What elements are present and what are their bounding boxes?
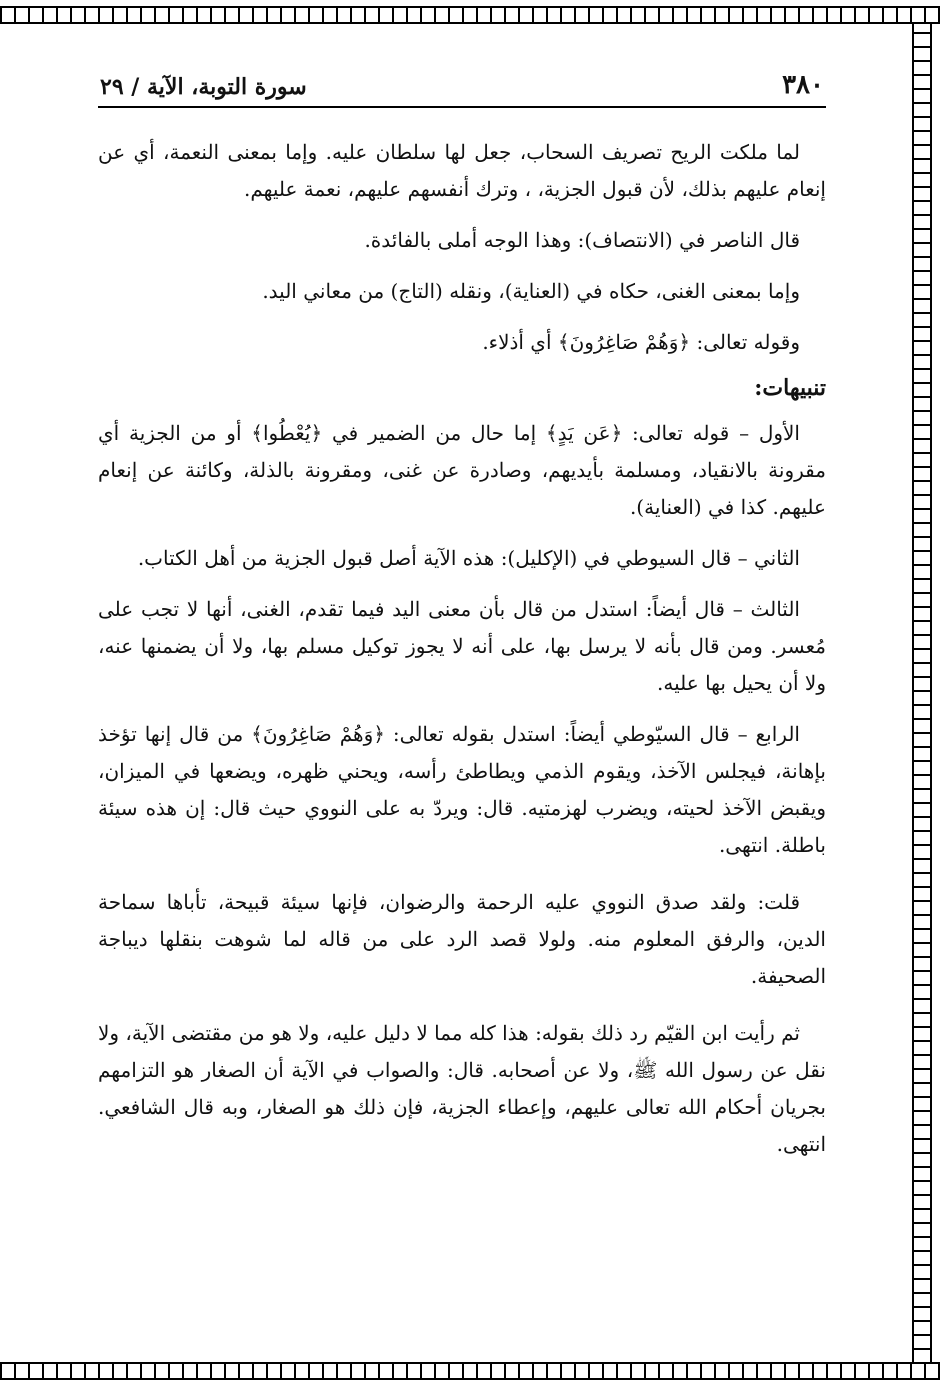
paragraph: قلت: ولقد صدق النووي عليه الرحمة والرضوان، فإنها سيئة قبيحة، تأباها سماحة الدين، والرفق المعلوم منه. ولولا قصد الرد على من قاله لما شوهت بنقلها ديباجة الصحيفة. — [98, 890, 826, 988]
paragraph: الأول – قوله تعالى: ﴿عَن يَدٍ﴾ إما حال من الضمير في ﴿يُعْطُوا﴾ أو من الجزية أي مقرونة بالانقياد، ومسلمة بأيديهم، وصادرة عن غنى، ومقرونة بالذلة، وكائنة عن إنعام عليهم. كذا في (العناية). — [98, 421, 826, 519]
paragraph: الثالث – قال أيضاً: استدل من قال بأن معنى اليد فيما تقدم، الغنى، أنها لا تجب على مُعسر. ومن قال بأنه لا يرسل بها، على أنه لا يجوز توكيل مسلم بها، ولا أن يضمنها عنه، ولا أن يحيل بها عليه. — [98, 597, 826, 695]
paragraph: لما ملكت الريح تصريف السحاب، جعل لها سلطان عليه. وإما بمعنى النعمة، أي عن إنعام عليهم بذلك، لأن قبول الجزية، ، وترك أنفسهم عليهم، نعمة عليهم. — [98, 140, 826, 201]
page-number: ٣٨٠ — [782, 70, 824, 100]
paragraph: الثاني – قال السيوطي في (الإكليل): هذه الآية أصل قبول الجزية من أهل الكتاب. — [137, 546, 800, 570]
section-heading: تنبيهات: — [754, 375, 826, 401]
page-header — [98, 70, 826, 108]
book-page — [98, 70, 826, 1177]
decorative-border-bottom — [0, 1362, 940, 1380]
decorative-border-right — [912, 22, 932, 1364]
running-title: سورة التوبة، الآية / ٢٩ — [100, 74, 307, 100]
paragraph: ثم رأيت ابن القيّم رد ذلك بقوله: هذا كله مما لا دليل عليه، ولا هو من مقتضى الآية، ولا نقل عن رسول الله ﷺ، ولا عن أصحابه. قال: والصواب في الآية أن الصغار هو التزامهم بجريان أحكام الله تعالى عليهم، وإعطاء الجزية، فإن ذلك هو الصغار، وبه قال الشافعي. انتهى. — [98, 1021, 826, 1156]
paragraph: وإما بمعنى الغنى، حكاه في (العناية)، ونقله (التاج) من معاني اليد. — [262, 279, 800, 303]
decorative-border-top — [0, 6, 940, 24]
paragraph: وقوله تعالى: ﴿وَهُمْ صَاغِرُونَ﴾ أي أذلاء. — [482, 330, 800, 354]
paragraph: قال الناصر في (الانتصاف): وهذا الوجه أملى بالفائدة. — [364, 228, 800, 252]
paragraph: الرابع – قال السيّوطي أيضاً: استدل بقوله تعالى: ﴿وَهُمْ صَاغِرُونَ﴾ من قال إنها تؤخذ بإهانة، فيجلس الآخذ، ويقوم الذمي ويطاطئ رأسه، ويحني ظهره، ويضعها في الميزان، ويقبض الآخذ لحيته، ويضرب لهزمتيه. قال: ويردّ به على النووي حيث قال: إن هذه سيئة باطلة. انتهى. — [98, 722, 826, 857]
